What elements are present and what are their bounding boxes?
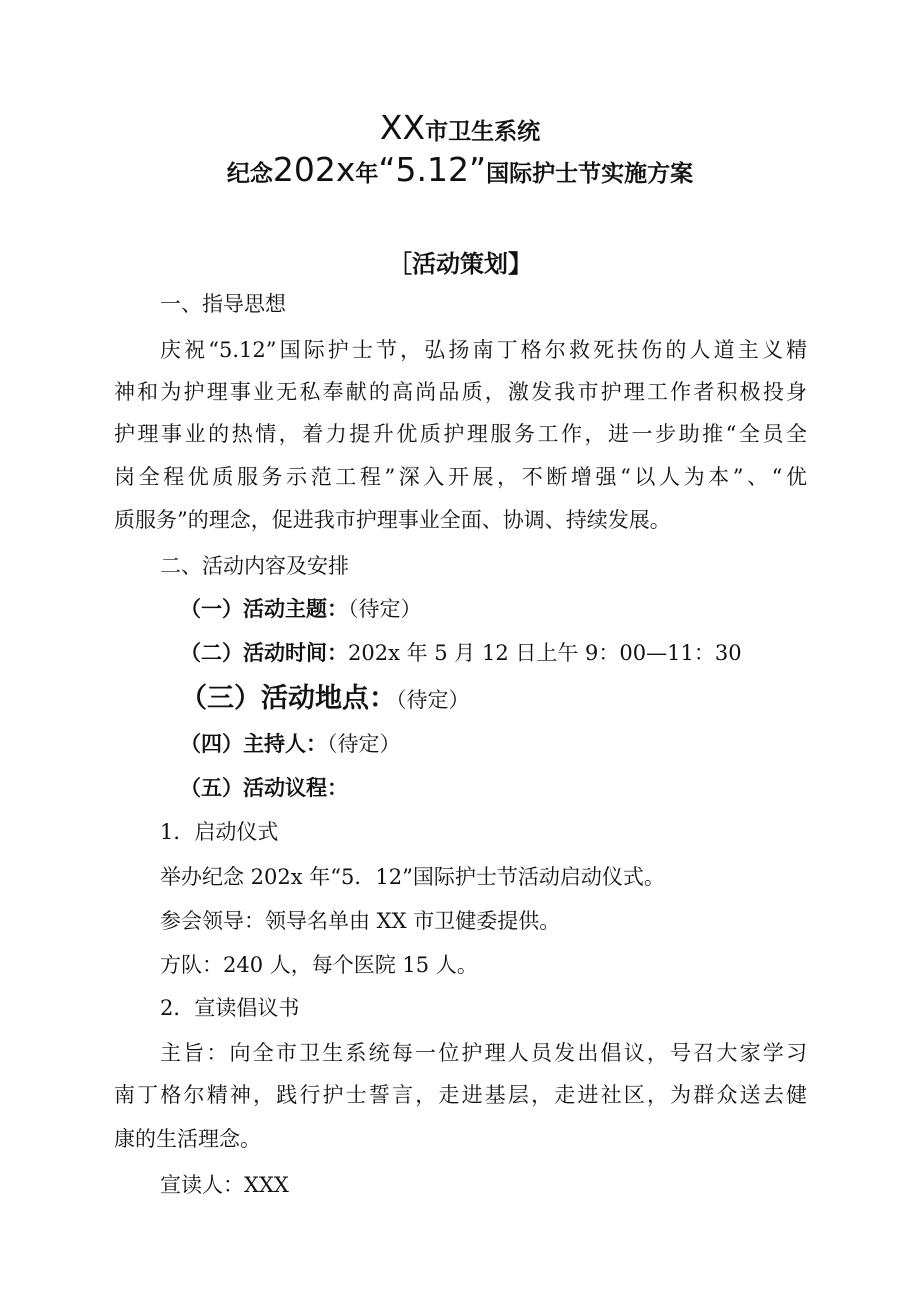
- s2-item-3-label: （三）活动地点：: [180, 683, 396, 714]
- title-part-e: 国际护士节实施方案: [486, 161, 694, 187]
- s1-para-line-1: 庆祝“5.12”国际护士节，弘扬南丁格尔救死扶伤的人道主义精: [160, 338, 807, 362]
- s2-item-3-value: （待定）: [396, 688, 470, 712]
- title-line-2: [0, 150, 920, 189]
- title-year: 202x: [272, 150, 356, 189]
- s2-item-3: [180, 685, 470, 714]
- s2-item-5-label: （五）活动议程：: [180, 775, 348, 800]
- s2-sub1-heading: 1．启动仪式: [160, 820, 279, 844]
- s2-item-1-label: （一）活动主题：: [180, 596, 348, 621]
- s2-item-2-label: （二）活动时间：: [180, 640, 348, 665]
- s1-para-line-2: 神和为护理事业无私奉献的高尚品质，激发我市护理工作者积极投身: [114, 380, 807, 404]
- s2-sub2-para-line-2: 南丁格尔精神，践行护士誓言，走进基层，走进社区，为群众送去健: [114, 1083, 807, 1107]
- s2-item-2: [180, 639, 742, 667]
- s2-item-4: [180, 730, 401, 758]
- s2-item-4-value: （待定）: [327, 732, 401, 756]
- s1-para-line-5: 质服务”的理念，促进我市护理事业全面、协调、持续发展。: [114, 508, 671, 532]
- s2-sub1-line-2: 参会领导：领导名单由 XX 市卫健委提供。: [160, 909, 561, 933]
- s2-item-1-value: （待定）: [348, 597, 422, 621]
- title-line-1: [0, 108, 920, 147]
- title-part-a: 纪念: [226, 161, 273, 187]
- s2-item-4-label: （四）主持人：: [180, 731, 327, 756]
- s2-sub2-para-line-1: 主旨：向全市卫生系统每一位护理人员发出倡议，号召大家学习: [160, 1041, 807, 1065]
- s2-heading: 二、活动内容及安排: [160, 554, 349, 578]
- s2-sub2-heading: 2．宣读倡议书: [160, 996, 300, 1020]
- s1-para-line-4: 岗全程优质服务示范工程”深入开展，不断增强“以人为本”、“优: [114, 465, 807, 489]
- s1-heading: 一、指导思想: [160, 292, 286, 316]
- title-date: “5.12”: [378, 150, 487, 189]
- title-city-code: XX: [379, 108, 426, 147]
- s2-sub1-line-3: 方队：240 人，每个医院 15 人。: [160, 953, 478, 977]
- s2-sub2-reader: 宣读人：XXX: [160, 1173, 289, 1197]
- s2-item-1: [180, 595, 422, 623]
- s2-sub1-line-1: 举办纪念 202x 年“5．12”国际护士节活动启动仪式。: [160, 865, 665, 889]
- s2-sub2-para-line-3: 康的生活理念。: [114, 1127, 261, 1151]
- section-label: ［活动策划】: [388, 249, 532, 278]
- title-system: 市卫生系统: [425, 119, 541, 145]
- s2-item-2-value: 202x 年 5 月 12 日上午 9：00—11：30: [348, 641, 742, 665]
- title-part-c: 年: [355, 161, 379, 187]
- s1-para-line-3: 护理事业的热情，着力提升优质护理服务工作，进一步助推“全员全: [114, 422, 807, 446]
- s2-item-5: [180, 774, 348, 802]
